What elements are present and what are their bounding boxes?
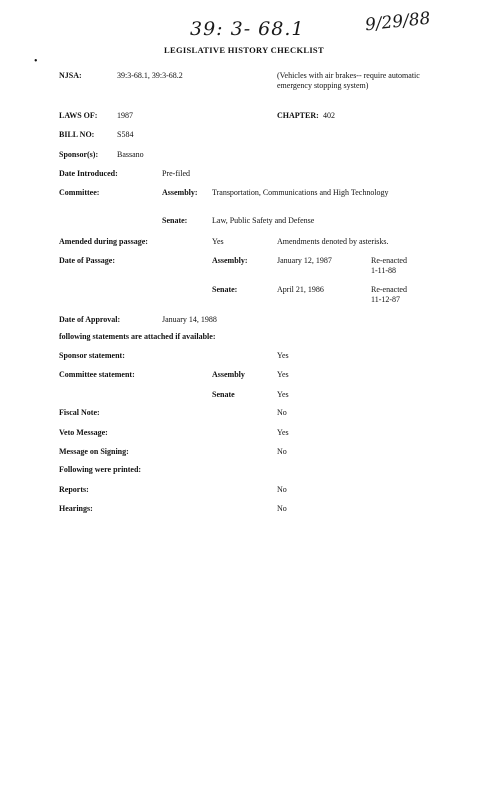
- hearings-value: No: [277, 504, 287, 513]
- fiscal-note-value: No: [277, 408, 287, 417]
- passage-senate-label: Senate:: [212, 285, 238, 294]
- committee-assembly-value: Transportation, Communications and High Technology: [212, 188, 389, 197]
- committee-senate-label: Senate:: [162, 216, 188, 225]
- passage-assembly-label: Assembly:: [212, 256, 248, 265]
- amended-note: Amendments denoted by asterisks.: [277, 237, 389, 246]
- bill-no-label: BILL NO:: [59, 130, 95, 139]
- passage-assembly-reenacted: Re-enacted: [371, 256, 407, 265]
- hearings-label: Hearings:: [59, 504, 93, 513]
- committee-statement-senate-value: Yes: [277, 390, 289, 399]
- njsa-description: (Vehicles with air brakes-- require automatic emergency stopping system): [277, 71, 420, 90]
- njsa-value: 39:3-68.1, 39:3-68.2: [117, 71, 183, 80]
- committee-statement-assembly-value: Yes: [277, 370, 289, 379]
- njsa-label: NJSA:: [59, 71, 82, 80]
- committee-assembly-label: Assembly:: [162, 188, 198, 197]
- date-introduced-label: Date Introduced:: [59, 169, 118, 178]
- sponsor-statement-label: Sponsor statement:: [59, 351, 125, 360]
- committee-statement-label: Committee statement:: [59, 370, 135, 379]
- passage-senate-reenacted-date: 11-12-87: [371, 295, 401, 304]
- passage-senate-date: April 21, 1986: [277, 285, 324, 294]
- veto-message-value: Yes: [277, 428, 289, 437]
- sponsor-statement-value: Yes: [277, 351, 289, 360]
- page-title: LEGISLATIVE HISTORY CHECKLIST: [164, 45, 324, 55]
- committee-statement-assembly-label: Assembly: [212, 370, 245, 379]
- bill-no-value: S584: [117, 130, 134, 139]
- reports-value: No: [277, 485, 287, 494]
- chapter-label: CHAPTER:: [277, 111, 319, 120]
- chapter-value: 402: [323, 111, 335, 120]
- laws-of-value: 1987: [117, 111, 133, 120]
- committee-label: Committee:: [59, 188, 100, 197]
- stray-mark: •: [34, 56, 38, 67]
- reports-label: Reports:: [59, 485, 89, 494]
- fiscal-note-label: Fiscal Note:: [59, 408, 100, 417]
- attached-heading: following statements are attached if available:: [59, 332, 216, 341]
- handwritten-date: 9/29/88: [364, 8, 432, 36]
- sponsor-value: Bassano: [117, 150, 144, 159]
- passage-assembly-date: January 12, 1987: [277, 256, 332, 265]
- passage-senate-reenacted: Re-enacted: [371, 285, 407, 294]
- sponsor-label: Sponsor(s):: [59, 150, 99, 159]
- approval-value: January 14, 1988: [162, 315, 217, 324]
- approval-label: Date of Approval:: [59, 315, 121, 324]
- committee-statement-senate-label: Senate: [212, 390, 235, 399]
- committee-senate-value: Law, Public Safety and Defense: [212, 216, 315, 225]
- message-on-signing-value: No: [277, 447, 287, 456]
- printed-heading: Following were printed:: [59, 465, 142, 474]
- message-on-signing-label: Message on Signing:: [59, 447, 129, 456]
- amended-label: Amended during passage:: [59, 237, 148, 246]
- veto-message-label: Veto Message:: [59, 428, 108, 437]
- amended-value: Yes: [212, 237, 224, 246]
- handwritten-statute-number: 39: 3- 68.1: [190, 18, 305, 40]
- laws-of-label: LAWS OF:: [59, 111, 98, 120]
- date-introduced-value: Pre-filed: [162, 169, 190, 178]
- passage-assembly-reenacted-date: 1-11-88: [371, 266, 397, 275]
- passage-label: Date of Passage:: [59, 256, 115, 265]
